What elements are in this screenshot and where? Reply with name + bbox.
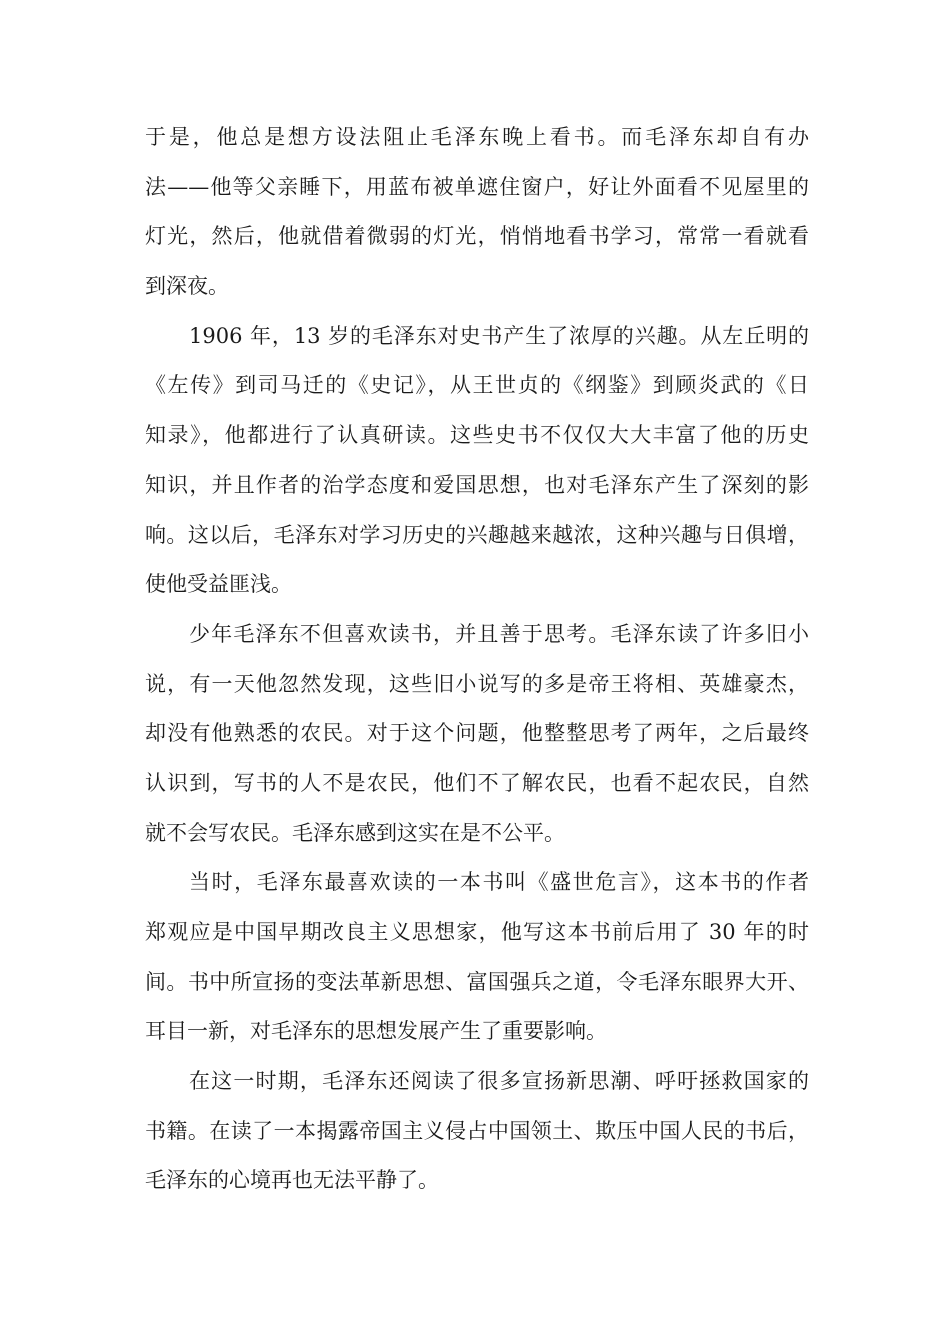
paragraph-3-line-3: 却没有他熟悉的农民。对于这个问题，他整整思考了两年，之后最终 bbox=[145, 721, 809, 746]
paragraph-5-line-1: 在这一时期，毛泽东还阅读了很多宣扬新思潮、呼吁拯救国家的 bbox=[189, 1069, 809, 1094]
paragraph-5-line-2: 书籍。在读了一本揭露帝国主义侵占中国领土、欺压中国人民的书后， bbox=[145, 1118, 809, 1143]
paragraph-2-line-6: 使他受益匪浅。 bbox=[145, 572, 292, 597]
paragraph-4-line-3: 间。书中所宣扬的变法革新思想、富国强兵之道，令毛泽东眼界大开、 bbox=[145, 969, 809, 994]
paragraph-2-line-3: 知录》，他都进行了认真研读。这些史书不仅仅大大丰富了他的历史 bbox=[145, 423, 809, 448]
paragraph-4-line-2: 郑观应是中国早期改良主义思想家，他写这本书前后用了 30 年的时 bbox=[145, 920, 809, 944]
document-body bbox=[145, 113, 809, 1206]
paragraph-3-line-4: 认识到，写书的人不是农民，他们不了解农民，也看不起农民，自然 bbox=[145, 770, 809, 795]
paragraph-5-line-3: 毛泽东的心境再也无法平静了。 bbox=[145, 1168, 439, 1193]
paragraph-2-line-4: 知识，并且作者的治学态度和爱国思想，也对毛泽东产生了深刻的影 bbox=[145, 472, 809, 497]
paragraph-4-line-1: 当时，毛泽东最喜欢读的一本书叫《盛世危言》，这本书的作者 bbox=[189, 870, 809, 895]
paragraph-4-line-4: 耳目一新，对毛泽东的思想发展产生了重要影响。 bbox=[145, 1019, 607, 1044]
paragraph-3-line-5: 就不会写农民。毛泽东感到这实在是不公平。 bbox=[145, 820, 565, 845]
paragraph-2-line-1: 1906 年，13 岁的毛泽东对史书产生了浓厚的兴趣。从左丘明的 bbox=[189, 323, 809, 348]
paragraph-2-line-5: 响。这以后，毛泽东对学习历史的兴趣越来越浓，这种兴趣与日俱增， bbox=[145, 522, 809, 547]
paragraph-2-line-2: 《左传》到司马迁的《史记》，从王世贞的《纲鉴》到顾炎武的《日 bbox=[145, 373, 809, 398]
paragraph-1-line-3: 灯光，然后，他就借着微弱的灯光，悄悄地看书学习，常常一看就看 bbox=[145, 224, 809, 249]
paragraph-1-line-4: 到深夜。 bbox=[145, 274, 229, 299]
paragraph-3-line-1: 少年毛泽东不但喜欢读书，并且善于思考。毛泽东读了许多旧小 bbox=[189, 621, 809, 646]
paragraph-1-line-1: 于是，他总是想方设法阻止毛泽东晚上看书。而毛泽东却自有办 bbox=[145, 125, 809, 149]
paragraph-3-line-2: 说，有一天他忽然发现，这些旧小说写的多是帝王将相、英雄豪杰， bbox=[145, 671, 809, 696]
paragraph-1-line-2: 法——他等父亲睡下，用蓝布被单遮住窗户，好让外面看不见屋里的 bbox=[145, 174, 809, 199]
